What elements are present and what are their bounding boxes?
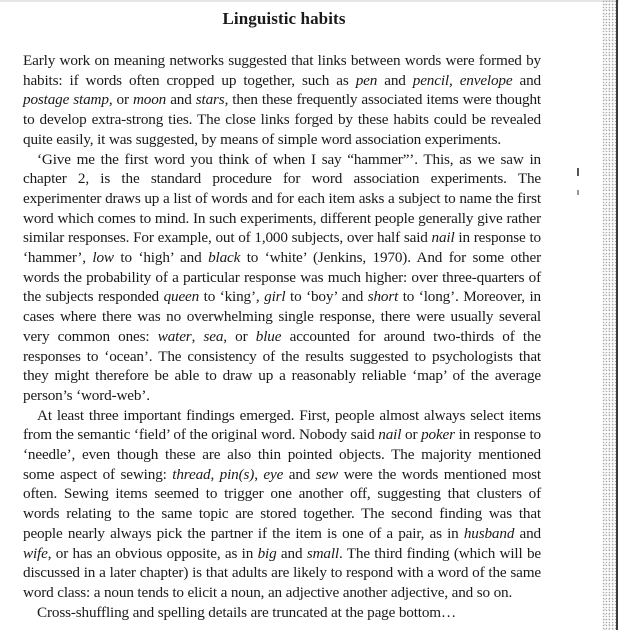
- text-run: to ‘white’ (Jenkins, 1970). And for some other words the probability of a particular response was much higher: over three-quarters of the subjects responded: [23, 249, 541, 306]
- text-run: and: [283, 465, 316, 483]
- italic-term: thread: [172, 465, 211, 483]
- text-run: ,: [448, 71, 460, 89]
- italic-term: moon: [132, 91, 167, 109]
- page-edge-line: [616, 0, 618, 630]
- text-run: . The third finding (which will be discussed in a later chapter) is that adults are likely to respond with a word of the same word class: a noun tends to elicit a noun, an adjective another adjective, and so on.: [23, 544, 541, 601]
- text-run: accounted for around two-thirds of the responses to ‘ocean’. The consistency of the results suggested to psychologists that they might therefore be able to draw up a reasonably reliable ‘map’ of the average person’s ‘word-web’.: [23, 327, 542, 404]
- text-run: ,: [254, 465, 264, 483]
- paragraph: [23, 406, 541, 603]
- italic-term: pen: [355, 71, 378, 89]
- text-run: and: [166, 91, 196, 109]
- text-run: to ‘long’. Moreover, in cases where there was no overwhelming single response, there were usually several very common ones:: [23, 288, 541, 345]
- italic-term: small: [306, 544, 339, 562]
- scan-speck: [577, 168, 579, 176]
- text-run: or: [401, 426, 422, 444]
- italic-term: pin(s): [219, 465, 255, 483]
- italic-term: blue: [255, 327, 282, 345]
- italic-term: husband: [463, 524, 515, 542]
- paragraph: [23, 150, 541, 406]
- text-run: to ‘boy’ and: [285, 288, 368, 306]
- text-run: and: [514, 524, 541, 542]
- paragraph: [23, 51, 541, 150]
- body-text: [23, 51, 542, 621]
- text-run: ,: [191, 327, 204, 345]
- text-run: in response to ‘needle’, even though these are also thin pointed objects. The majority mentioned some aspect of sewing:: [23, 426, 541, 483]
- italic-term: poker: [421, 426, 455, 444]
- italic-term: sea: [203, 327, 224, 345]
- scan-binding-gutter: [602, 0, 616, 630]
- text-run: At least three important findings emerged. First, people almost always select items from the semantic ‘field’ of the original word. Nobody said: [23, 406, 541, 444]
- text-run: , then these frequently associated items were thought to develop extra-strong ties. The close links forged by these habits could be revealed quite easily, it was suggested, by means of simple word association experiments.: [23, 91, 541, 148]
- text-run: , or: [223, 327, 256, 345]
- text-run: Cross-shuffling and spelling details are truncated at the page bottom…: [37, 603, 457, 621]
- text-run: , or has an obvious opposite, as in: [47, 544, 258, 562]
- italic-term: stars: [195, 91, 225, 109]
- text-run: to ‘king’,: [199, 288, 265, 306]
- italic-term: girl: [264, 288, 286, 306]
- paragraph-cut-off: [23, 603, 541, 621]
- document-page: [23, 8, 542, 621]
- italic-term: postage stamp: [23, 91, 109, 109]
- italic-term: envelope: [459, 71, 513, 89]
- text-run: and: [377, 71, 413, 89]
- text-run: were the words mentioned most often. Sewing items seemed to trigger one another off, suggesting that clusters of words relating to the same topic are stored together. The second finding was that people nearly always pick the partner if the item is one of a pair, as in: [23, 465, 541, 542]
- text-run: ,: [210, 465, 220, 483]
- scan-top-edge: [0, 0, 619, 2]
- text-run: ‘Give me the first word you think of when I say “hammer”’. This, as we saw in chapter 2, is the standard procedure for word association experiments. The experimenter draws up a list of words and for each item asks a subject to name the first word which comes to mind. In such experiments, different people generally give rather similar responses. For example, out of 1,000 subjects, over half said: [23, 150, 541, 247]
- italic-term: queen: [163, 288, 200, 306]
- text-run: Early work on meaning networks suggested that links between words were formed by habits: if words often cropped up together, such as: [23, 52, 541, 89]
- italic-term: nail: [431, 229, 455, 247]
- italic-term: black: [208, 249, 241, 267]
- italic-term: wife: [23, 544, 48, 562]
- italic-term: eye: [263, 465, 284, 483]
- text-run: , or: [108, 91, 133, 109]
- italic-term: low: [92, 249, 114, 267]
- text-run: and: [276, 544, 307, 562]
- italic-term: pencil: [412, 71, 449, 89]
- text-run: in response to ‘hammer’,: [23, 229, 541, 267]
- italic-term: sew: [315, 465, 339, 483]
- text-run: and: [512, 71, 541, 89]
- italic-term: water: [157, 327, 192, 345]
- text-run: to ‘high’ and: [113, 249, 209, 267]
- italic-term: nail: [378, 426, 402, 444]
- section-heading: Linguistic habits: [222, 9, 346, 28]
- italic-term: short: [367, 288, 399, 306]
- italic-term: big: [257, 544, 277, 562]
- scan-speck: [577, 190, 579, 195]
